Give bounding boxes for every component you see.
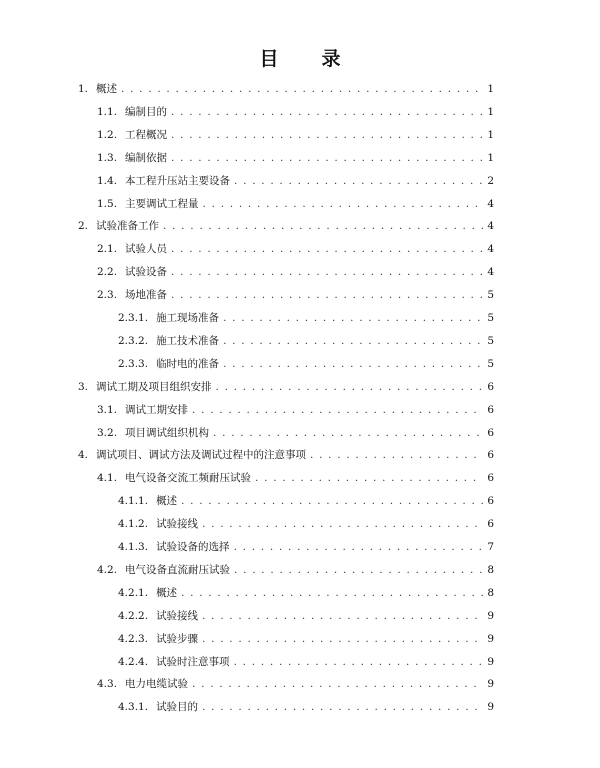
toc-entry[interactable]: [0, 561, 600, 577]
toc-entry-title: 编制目的: [125, 105, 168, 118]
toc-entry-page: 6: [487, 495, 494, 508]
toc-leader-dots: [171, 128, 483, 142]
toc-entry-page: 6: [487, 518, 494, 531]
toc-entry-page: 4: [487, 220, 494, 233]
toc-leader-dots: [310, 448, 483, 462]
toc-entry-title: 电力电缆试验: [125, 678, 189, 691]
toc-entry-page: 9: [487, 655, 494, 668]
toc-entry-page: 4: [487, 243, 494, 256]
toc-leader-dots: [213, 426, 483, 440]
toc-entry[interactable]: [0, 492, 600, 508]
toc-leader-dots: [203, 197, 484, 211]
toc-entry-title: 电气设备直流耐压试验: [125, 563, 231, 576]
toc-entry[interactable]: [0, 653, 600, 669]
toc-entry[interactable]: [0, 469, 600, 485]
toc-entry[interactable]: [0, 401, 600, 417]
toc-entry-number: 3.: [78, 380, 89, 393]
toc-entry-title: 主要调试工程量: [125, 197, 199, 210]
toc-leader-dots: [163, 219, 483, 233]
toc-leader-dots: [223, 357, 483, 371]
toc-entry-title: 概述: [156, 586, 178, 599]
toc-entry[interactable]: [0, 584, 600, 600]
toc-entry-number: 1.3.: [97, 151, 118, 164]
toc-leader-dots: [234, 563, 483, 577]
toc-entry-number: 4.1.: [97, 472, 118, 485]
toc-entry-page: 5: [487, 334, 494, 347]
toc-entry-page: 4: [487, 266, 494, 279]
toc-entry-page: 1: [487, 128, 494, 141]
toc-entry-title: 概述: [96, 83, 118, 95]
toc-leader-dots: [192, 677, 483, 691]
toc-entry-title: 工程概况: [125, 128, 168, 141]
toc-entry[interactable]: [0, 217, 600, 233]
toc-entry-number: 4.3.1.: [118, 701, 149, 714]
toc-leader-dots: [255, 471, 483, 485]
toc-entry-title: 调试项目、调试方法及调试过程中的注意事项: [96, 449, 307, 462]
toc-leader-dots: [234, 655, 484, 669]
toc-entry[interactable]: [0, 103, 600, 119]
toc-leader-dots: [192, 403, 483, 417]
toc-entry-number: 4.2.: [97, 563, 118, 576]
toc-entry[interactable]: [0, 80, 600, 96]
toc-leader-dots: [171, 105, 483, 119]
toc-leader-dots: [234, 174, 483, 188]
toc-entry[interactable]: [0, 149, 600, 165]
toc-leader-dots: [202, 609, 483, 623]
toc-entry-title: 电气设备交流工频耐压试验: [125, 472, 252, 485]
toc-entry-number: 1.5.: [97, 197, 118, 210]
toc-leader-dots: [171, 151, 483, 165]
toc-entry-number: 2.: [78, 220, 89, 233]
toc-leader-dots: [202, 632, 483, 646]
toc-entry[interactable]: [0, 172, 600, 188]
toc-leader-dots: [181, 494, 483, 508]
toc-entry-number: 1.4.: [97, 174, 118, 187]
toc-entry-page: 1: [487, 151, 494, 164]
toc-entry-number: 4.2.1.: [118, 586, 149, 599]
toc-entry[interactable]: [0, 263, 600, 279]
toc-entry-page: 8: [487, 563, 494, 576]
toc-entry-title: 编制依据: [125, 151, 168, 164]
toc-entry-title: 概述: [156, 495, 178, 508]
toc-entry-title: 试验接线: [156, 609, 199, 622]
toc-entry-title: 试验步骤: [156, 632, 199, 645]
toc-entry-number: 1.: [78, 83, 89, 95]
toc-entry[interactable]: [0, 332, 600, 348]
toc-leader-dots: [216, 380, 484, 394]
toc-leader-dots: [223, 334, 483, 348]
toc-entry[interactable]: [0, 446, 600, 462]
toc-entry[interactable]: [0, 607, 600, 623]
page-title: 目 录: [259, 48, 353, 70]
toc-leader-dots: [121, 82, 483, 96]
toc-entry[interactable]: [0, 630, 600, 646]
toc-entry-page: 5: [487, 312, 494, 324]
toc-entry-number: 4.1.1.: [118, 495, 149, 508]
toc-entry-title: 试验时注意事项: [156, 655, 230, 668]
toc-entry-number: 2.3.1.: [118, 312, 149, 324]
toc-leader-dots: [171, 265, 483, 279]
toc-entry-number: 4.: [78, 449, 89, 462]
toc-entry-number: 1.2.: [97, 128, 118, 141]
toc-entry-page: 6: [487, 403, 494, 416]
toc-entry-page: 6: [487, 449, 494, 462]
toc-entry-number: 4.1.2.: [118, 518, 149, 531]
toc-entry-number: 2.2.: [97, 266, 118, 279]
toc-entry[interactable]: [0, 515, 600, 531]
toc-entry[interactable]: [0, 424, 600, 440]
toc-entry[interactable]: [0, 675, 600, 691]
toc-entry-title: 临时电的准备: [156, 357, 220, 370]
toc-entry-number: 2.3.3.: [118, 357, 149, 370]
toc-entry-title: 试验设备的选择: [156, 541, 230, 553]
toc-entry[interactable]: [0, 195, 600, 211]
toc-entry-page: 2: [487, 174, 494, 187]
toc-entry-number: 2.3.: [97, 289, 118, 302]
toc-entry-title: 本工程升压站主要设备: [125, 174, 231, 187]
toc-entry-number: 3.1.: [97, 403, 118, 416]
toc-entry[interactable]: [0, 126, 600, 142]
toc-entry-title: 试验设备: [125, 266, 168, 279]
toc-entry-number: 4.2.4.: [118, 655, 149, 668]
toc-entry-page: 5: [487, 289, 494, 302]
toc-entry-title: 调试工期安排: [125, 403, 189, 416]
toc-entry[interactable]: [0, 378, 600, 394]
toc-entry-page: 5: [487, 357, 494, 370]
toc-entry-page: 9: [487, 609, 494, 622]
toc-entry-page: 6: [487, 426, 494, 439]
toc-entry[interactable]: [0, 538, 600, 554]
toc-entry-number: 4.1.3.: [118, 541, 149, 553]
toc-entry[interactable]: [0, 240, 600, 256]
toc-leader-dots: [171, 288, 483, 302]
toc-entry-number: 4.2.3.: [118, 632, 149, 645]
toc-entry[interactable]: [0, 286, 600, 302]
toc-leader-dots: [234, 540, 484, 554]
toc-entry-title: 试验目的: [156, 701, 199, 714]
toc-entry-title: 项目调试组织机构: [125, 426, 210, 439]
toc-entry-title: 试验接线: [156, 518, 199, 531]
toc-leader-dots: [202, 517, 483, 531]
toc-entry-number: 3.2.: [97, 426, 118, 439]
toc-entry-title: 调试工期及项目组织安排: [96, 380, 212, 393]
toc-entry[interactable]: [0, 309, 600, 325]
toc-leader-dots: [181, 586, 483, 600]
toc-entry-number: 4.2.2.: [118, 609, 149, 622]
toc-entry-page: 8: [487, 586, 494, 599]
toc-entry-page: 1: [487, 105, 494, 118]
toc-entry-title: 试验人员: [125, 243, 168, 256]
toc-leader-dots: [171, 242, 483, 256]
toc-entry-page: 6: [487, 380, 494, 393]
toc-entry-page: 4: [487, 197, 494, 210]
toc-entry-title: 施工技术准备: [156, 334, 220, 347]
toc-entry-page: 6: [487, 472, 494, 485]
toc-entry-page: 7: [487, 541, 494, 553]
toc-entry-number: 4.3.: [97, 678, 118, 691]
toc-entry-page: 1: [487, 83, 494, 95]
toc-entry-number: 2.3.2.: [118, 334, 149, 347]
toc-entry-page: 9: [487, 678, 494, 691]
toc-entry-page: 9: [487, 701, 494, 714]
toc-leader-dots: [223, 311, 483, 325]
toc-entry-number: 2.1.: [97, 243, 118, 256]
toc-entry-number: 1.1.: [97, 105, 118, 118]
toc-entry-page: 9: [487, 632, 494, 645]
toc-entry-title: 试验准备工作: [96, 220, 160, 233]
toc-entry-title: 施工现场准备: [156, 312, 220, 324]
toc-leader-dots: [202, 700, 483, 714]
toc-entry-title: 场地准备: [125, 289, 168, 302]
toc-entry[interactable]: [0, 698, 600, 714]
toc-entry[interactable]: [0, 355, 600, 371]
